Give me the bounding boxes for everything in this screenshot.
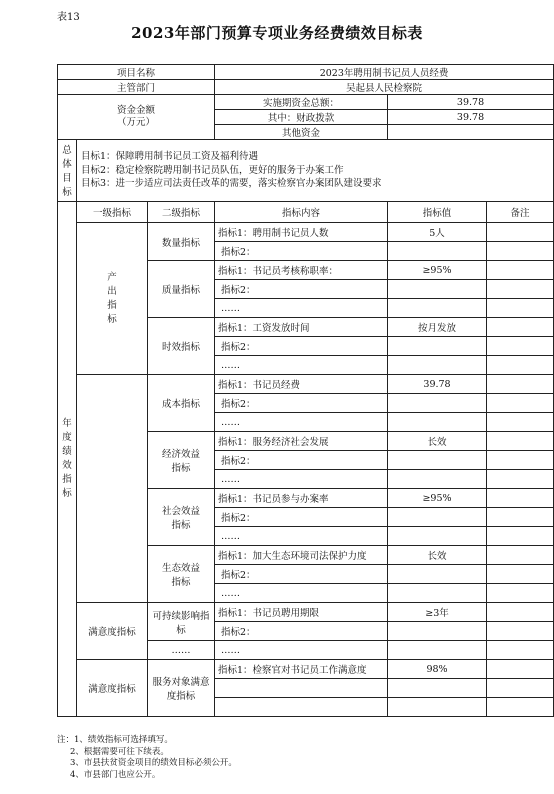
effect-indicator-label — [77, 375, 148, 603]
indicator-note — [487, 394, 554, 413]
indicator-note — [487, 242, 554, 261]
indicator-content: …… — [215, 527, 388, 546]
indicator-value — [388, 565, 487, 584]
table-number: 表13 — [57, 12, 80, 23]
indicator-content: 指标1：书记员参与办案率 — [215, 489, 388, 508]
indicator-content: 指标2： — [215, 394, 388, 413]
dept-label: 主管部门 — [58, 80, 215, 95]
indicator-value: 按月发放 — [388, 318, 487, 337]
overall-goal-label: 总体目标 — [58, 140, 77, 202]
indicator-content: …… — [215, 641, 388, 660]
other-label: 其他资金 — [215, 125, 388, 140]
note-2: 2、根据需要可往下续表。 — [70, 746, 169, 757]
indicator-note — [487, 603, 554, 622]
group-sustainability: 可持续影响指标 — [148, 603, 215, 641]
page-title: 2023年部门预算专项业务经费绩效目标表 — [131, 24, 423, 42]
indicator-content: 指标2： — [215, 280, 388, 299]
indicator-note — [487, 527, 554, 546]
group-cost: 成本指标 — [148, 375, 215, 432]
indicator-content: 指标2： — [215, 451, 388, 470]
col-level1: 一级指标 — [77, 202, 148, 223]
indicator-content: 指标1：聘用制书记员人数 — [215, 223, 388, 242]
group-quantity: 数量指标 — [148, 223, 215, 261]
satisfaction-indicator-label: 满意度指标 — [77, 603, 148, 660]
project-name-label: 项目名称 — [58, 65, 215, 80]
indicator-value — [388, 337, 487, 356]
indicator-note — [487, 261, 554, 280]
indicator-content — [215, 679, 388, 698]
indicator-value — [388, 622, 487, 641]
indicator-value — [388, 394, 487, 413]
indicator-note — [487, 356, 554, 375]
indicator-value: 长效 — [388, 432, 487, 451]
other-value — [388, 125, 554, 140]
fiscal-value: 39.78 — [388, 110, 554, 125]
indicator-note — [487, 679, 554, 698]
indicator-content: 指标2： — [215, 242, 388, 261]
indicator-note — [487, 413, 554, 432]
indicator-content: 指标1：书记员聘用期限 — [215, 603, 388, 622]
col-value: 指标值 — [388, 202, 487, 223]
note-1: 注：1、绩效指标可选择填写。 — [57, 735, 173, 745]
indicator-value — [388, 698, 487, 717]
indicator-value — [388, 470, 487, 489]
indicator-value — [388, 242, 487, 261]
indicator-content: …… — [215, 413, 388, 432]
indicator-value — [388, 679, 487, 698]
indicator-value — [388, 508, 487, 527]
indicator-value — [388, 356, 487, 375]
indicator-note — [487, 280, 554, 299]
group-timeliness: 时效指标 — [148, 318, 215, 375]
indicator-note — [487, 432, 554, 451]
group-service-satisfaction: 服务对象满意度指标 — [148, 660, 215, 717]
group-ellipsis: …… — [148, 641, 215, 660]
indicator-note — [487, 565, 554, 584]
funds-unit: （万元） — [117, 117, 156, 128]
indicator-content: …… — [215, 299, 388, 318]
indicator-content: 指标1：加大生态环境司法保护力度 — [215, 546, 388, 565]
indicator-value: ≥95% — [388, 261, 487, 280]
group-social: 社会效益指标 — [148, 489, 215, 546]
indicator-value — [388, 451, 487, 470]
total-value: 39.78 — [388, 95, 554, 110]
fiscal-label: 其中：财政拨款 — [215, 110, 388, 125]
indicator-note — [487, 584, 554, 603]
project-name-value: 2023年聘用制书记员人员经费 — [215, 65, 554, 80]
indicator-content: …… — [215, 470, 388, 489]
indicator-content: 指标2： — [215, 622, 388, 641]
indicator-note — [487, 698, 554, 717]
footnotes — [57, 735, 237, 781]
indicator-note — [487, 318, 554, 337]
indicator-note — [487, 451, 554, 470]
indicator-note — [487, 470, 554, 489]
indicator-content: 指标2： — [215, 508, 388, 527]
total-label: 实施期资金总额： — [215, 95, 388, 110]
indicator-note — [487, 622, 554, 641]
annual-performance-label: 年度绩效指标 — [58, 202, 77, 717]
indicator-value: ≥95% — [388, 489, 487, 508]
indicator-note — [487, 337, 554, 356]
indicator-value — [388, 280, 487, 299]
indicator-note — [487, 223, 554, 242]
indicator-value: 5人 — [388, 223, 487, 242]
goal-2: 目标2：稳定检察院聘用制书记员队伍，更好的服务于办案工作 — [81, 164, 344, 176]
indicator-content: 指标1：工资发放时间 — [215, 318, 388, 337]
indicator-content: 指标2： — [215, 337, 388, 356]
indicator-content: 指标2： — [215, 565, 388, 584]
indicator-value — [388, 641, 487, 660]
performance-table — [57, 64, 554, 717]
indicator-note — [487, 299, 554, 318]
indicator-content: 指标1：书记员考核称职率： — [215, 261, 388, 280]
indicator-value — [388, 413, 487, 432]
funds-label: 资金金额 — [117, 105, 156, 116]
col-level2: 二级指标 — [148, 202, 215, 223]
indicator-note — [487, 375, 554, 394]
col-content: 指标内容 — [215, 202, 388, 223]
indicator-content: 指标1：书记员经费 — [215, 375, 388, 394]
note-3: 3、市县扶贫资金项目的绩效目标必须公开。 — [70, 758, 237, 768]
indicator-content: …… — [215, 356, 388, 375]
funds-label-cell — [58, 95, 215, 140]
note-4: 4、市县部门也应公开。 — [70, 769, 161, 780]
group-ecological: 生态效益指标 — [148, 546, 215, 603]
indicator-value: 长效 — [388, 546, 487, 565]
group-economic: 经济效益指标 — [148, 432, 215, 489]
indicator-content: 指标1：服务经济社会发展 — [215, 432, 388, 451]
indicator-value: 98% — [388, 660, 487, 679]
indicator-value: 39.78 — [388, 375, 487, 394]
indicator-note — [487, 641, 554, 660]
indicator-value: ≥3年 — [388, 603, 487, 622]
goal-3: 目标3：进一步适应司法责任改革的需要，落实检察官办案团队建设要求 — [81, 178, 382, 190]
output-indicator-label: 产出指标 — [77, 223, 148, 375]
indicator-value — [388, 527, 487, 546]
overall-goals — [77, 140, 554, 202]
satisfaction-indicator-label-2: 满意度指标 — [77, 660, 148, 717]
group-quality: 质量指标 — [148, 261, 215, 318]
indicator-content — [215, 698, 388, 717]
goal-1: 目标1：保障聘用制书记员工资及福利待遇 — [81, 151, 259, 163]
indicator-note — [487, 489, 554, 508]
indicator-value — [388, 584, 487, 603]
dept-value: 吴起县人民检察院 — [215, 80, 554, 95]
indicator-note — [487, 508, 554, 527]
indicator-note — [487, 546, 554, 565]
indicator-content: 指标1：检察官对书记员工作满意度 — [215, 660, 388, 679]
indicator-value — [388, 299, 487, 318]
indicator-content: …… — [215, 584, 388, 603]
col-note: 备注 — [487, 202, 554, 223]
indicator-note — [487, 660, 554, 679]
